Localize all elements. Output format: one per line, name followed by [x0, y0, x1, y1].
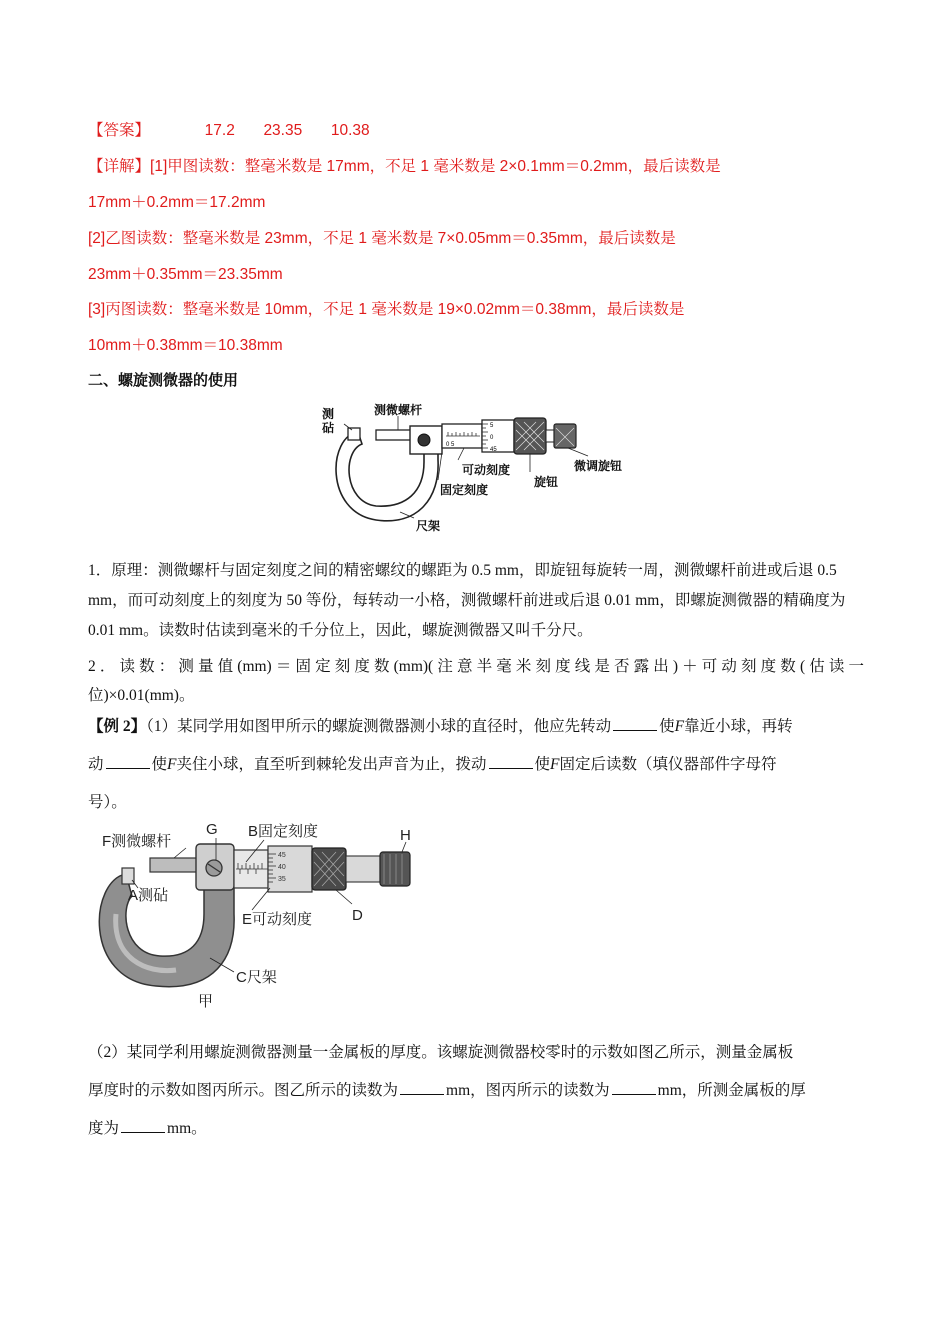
principle-2-line2: 位)×0.01(mm)。 — [88, 687, 195, 704]
label-knob: 旋钮 — [534, 475, 559, 489]
ratchet-H — [380, 852, 410, 886]
answer-label: 【答案】 — [88, 122, 151, 139]
label-B: B固定刻度 — [248, 823, 319, 840]
label-anvil-2: 砧 — [322, 421, 335, 435]
thimble-tick-1: 5 — [490, 423, 494, 429]
thimble-tick-3: 45 — [490, 447, 497, 453]
example2-line1 — [88, 714, 864, 736]
detail-line-6: 10mm＋0.38mm＝10.38mm — [88, 337, 283, 354]
detail-label: 【详解】 — [88, 158, 151, 175]
q1-part-f: 夹住小球，直至听到棘轮发出声音为止，拨动 — [176, 756, 487, 773]
q2-line2 — [88, 1078, 806, 1100]
section-title: 二、螺旋测微器的使用 — [88, 372, 239, 389]
label-H: H — [400, 827, 411, 844]
detail-line-4: 23mm＋0.35mm＝23.35mm — [88, 266, 283, 283]
label-E: E可动刻度 — [242, 911, 313, 928]
var-f-1: F — [674, 718, 685, 735]
q1-part-c: 靠近小球，再转 — [684, 718, 793, 735]
q1-part-e: 使 — [151, 756, 168, 773]
q2-part-e: mm。 — [167, 1120, 207, 1137]
label-A: A测砧 — [128, 887, 169, 904]
label-anvil-1: 测 — [322, 407, 335, 421]
thimble-num-45: 45 — [278, 852, 286, 859]
figure-caption: 甲 — [198, 993, 214, 1010]
label-thimble-scale: 可动刻度 — [462, 463, 511, 477]
q1-part-d: 动 — [88, 756, 104, 773]
ratchet-neck — [546, 430, 554, 442]
label-D: D — [352, 907, 363, 924]
sleeve-numbers: 0 5 — [446, 442, 455, 448]
neck — [346, 856, 380, 882]
q2-part-c: mm，所测金属板的厚 — [657, 1082, 806, 1099]
thimble-shape — [482, 420, 514, 452]
thimble-barrel — [268, 846, 312, 892]
detail-text-1: [1]甲图读数：整毫米数是 17mm，不足 1 毫米数是 2×0.1mm＝0.2mm，最后读数是 — [150, 158, 721, 175]
detail-line-3: [2]乙图读数：整毫米数是 23mm，不足 1 毫米数是 7×0.05mm＝0.35mm，最后读数是 — [88, 230, 676, 247]
q1-part-a: （1）某同学用如图甲所示的螺旋测微器测小球的直径时，他应先转动 — [146, 718, 612, 735]
principle-2-text: 2．读数：测量值(mm)＝固定刻度数(mm)(注意半毫米刻度线是否露出)＋可动刻度数(估读一 — [88, 658, 864, 675]
answer-blank-3[interactable] — [489, 754, 533, 769]
thimble-num-35: 35 — [278, 876, 286, 883]
thimble-tick-2: 0 — [490, 435, 494, 441]
label-sleeve-scale: 固定刻度 — [440, 483, 489, 497]
q2-line1: （2）某同学利用螺旋测微器测量一金属板的厚度。该螺旋测微器校零时的示数如图乙所示，测量金属板 — [88, 1044, 794, 1061]
label-ratchet: 微调旋钮 — [574, 459, 623, 473]
example2-line2 — [88, 752, 777, 774]
anvil-block — [122, 868, 134, 884]
answer-value-2: 23.35 — [263, 122, 303, 139]
label-frame: 尺架 — [416, 519, 441, 533]
label-F: F测微螺杆 — [102, 833, 172, 850]
q2-part-b: mm，图丙所示的读数为 — [446, 1082, 610, 1099]
q1-part-b: 使 — [659, 718, 675, 735]
principle-1: 1．原理：测微螺杆与固定刻度之间的精密螺纹的螺距为 0.5 mm，即旋钮每旋转一周，测微螺杆前进或后退 0.5 mm，而可动刻度上的刻度为 50 等份，每转动一小格，测微螺杆前进或后退 0.01 mm，即螺旋测微器的精确度为 0.01 mm。读数时估读到毫米的千分位上，因此，螺旋测微器又叫千分尺。 — [88, 562, 846, 639]
answer-value-1: 17.2 — [204, 122, 235, 139]
answer-blank-5[interactable] — [612, 1080, 656, 1095]
lock-knob — [418, 434, 430, 446]
answer-blank-6[interactable] — [121, 1118, 165, 1133]
answer-line — [88, 118, 370, 140]
answer-blank-2[interactable] — [106, 754, 150, 769]
example2-line3: 号）。 — [88, 794, 127, 811]
label-C: C尺架 — [236, 969, 277, 986]
q1-part-g: 使 — [534, 756, 551, 773]
label-G: G — [206, 821, 218, 838]
var-f-2: F — [167, 756, 177, 773]
anvil-shape — [348, 428, 360, 440]
var-f-3: F — [550, 756, 560, 773]
example2-label: 【例 2】 — [88, 718, 147, 735]
micrometer-diagram — [318, 402, 638, 538]
answer-blank-4[interactable] — [400, 1080, 444, 1095]
q2-part-a: 厚度时的示数如图丙所示。图乙所示的读数为 — [88, 1082, 399, 1099]
answer-value-3: 10.38 — [330, 122, 370, 139]
q2-part-d: 度为 — [88, 1120, 120, 1137]
micrometer-figure-jia — [86, 818, 426, 1014]
detail-line-5: [3]丙图读数：整毫米数是 10mm，不足 1 毫米数是 19×0.02mm＝0.38mm，最后读数是 — [88, 301, 685, 318]
q1-part-h: 固定后读数（填仪器部件字母符 — [559, 756, 777, 773]
label-spindle: 测微螺杆 — [374, 403, 423, 417]
answer-blank-1[interactable] — [613, 716, 657, 731]
detail-line-1 — [88, 154, 721, 176]
detail-line-2: 17mm＋0.2mm＝17.2mm — [88, 194, 266, 211]
thimble-num-40: 40 — [278, 864, 286, 871]
principle-2-line1 — [88, 654, 864, 676]
q2-line3 — [88, 1116, 207, 1138]
